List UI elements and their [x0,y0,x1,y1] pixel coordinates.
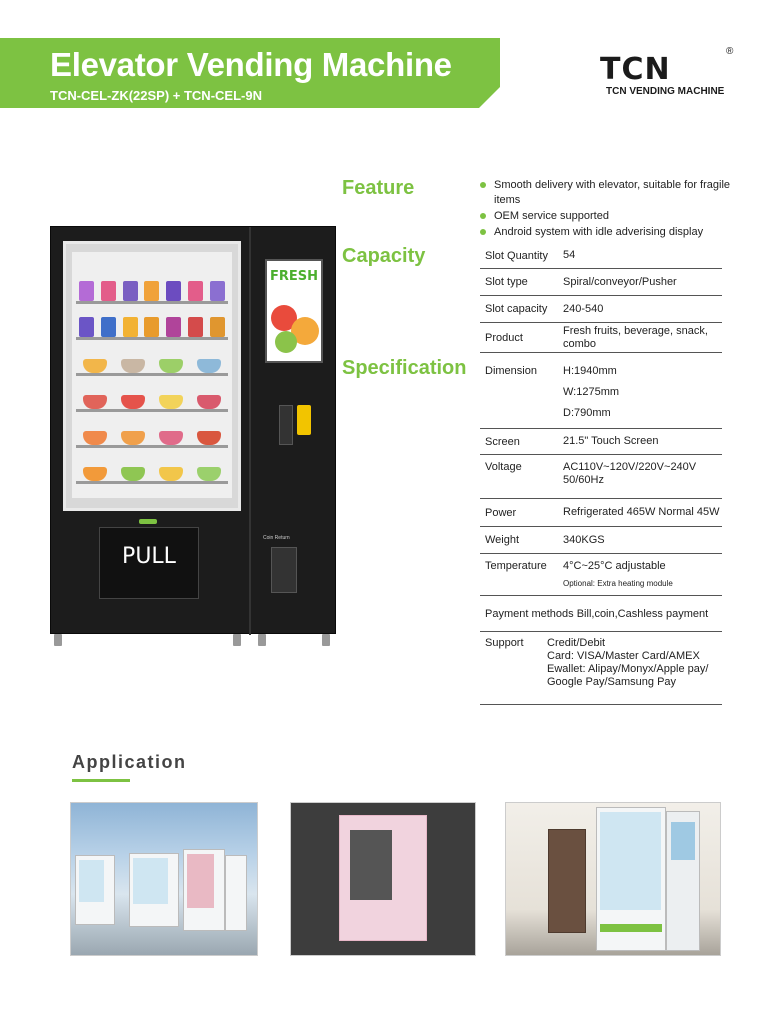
spec-row [480,243,722,269]
application-photo [505,802,721,956]
dimension-height: H:1940mm [563,365,617,377]
touch-screen [265,259,323,363]
machine-shape [225,855,247,931]
spec-value: Bill,coin,Cashless payment [576,607,709,620]
dimension-depth: D:790mm [563,407,611,419]
machine-shape [75,855,115,925]
machine-shape [129,853,179,927]
spec-row [480,596,722,632]
model-number: TCN-CEL-ZK(22SP) + TCN-CEL-9N [50,88,262,103]
spec-row [480,499,722,527]
spec-value: Spiral/conveyor/Pusher [563,275,677,288]
spec-key: Product [485,331,523,344]
spec-value: AC110V~120V/220V~240V 50/60Hz [563,461,697,486]
feature-item: OEM service supported [478,209,738,224]
machine-shape [548,829,586,933]
spec-row [480,269,722,296]
dimension-width: W:1275mm [563,386,620,398]
spec-value [563,560,722,595]
temperature-value: 4°C~25°C adjustable [563,560,666,572]
registered-mark: ® [726,46,734,57]
spec-row [480,353,722,429]
machine-shape [339,815,427,941]
spec-key: Support [485,637,524,649]
support-line: Card: VISA/Master Card/AMEX [547,650,700,662]
status-light [139,519,157,524]
control-panel [249,227,337,635]
pull-label: PULL [122,544,176,569]
coin-return-label: Coin Return [263,535,290,541]
spec-value: 21.5" Touch Screen [563,435,659,447]
screen-label: FRESH [269,269,318,284]
card-reader [297,405,311,435]
machine-shape [183,849,225,931]
glass-cabinet [63,241,241,511]
spec-value: 240-540 [563,302,604,315]
spec-key: Power [485,506,517,519]
spec-value [547,637,722,704]
spec-value: Fresh fruits, beverage, snack, combo [563,324,708,350]
spec-row [480,296,722,323]
machine-shape [596,807,666,951]
application-photo [70,802,258,956]
application-underline [72,779,130,782]
capacity-heading: Capacity [342,245,426,267]
temperature-note: Optional: Extra heating module [563,579,673,588]
application-photo [290,802,476,956]
support-line: Credit/Debit [547,637,606,649]
spec-key: Slot Quantity [485,249,548,262]
spec-key: Payment methods [485,607,574,620]
shelf [76,346,228,376]
spec-key: Screen [485,435,520,448]
spec-row [480,632,722,705]
spec-row [480,554,722,596]
spec-row [480,429,722,455]
shelf [76,310,228,340]
spec-value: 340KGS [563,533,605,546]
application-heading: Application [72,752,187,772]
spec-key: Slot capacity [485,303,548,315]
machine-foot [258,634,266,646]
cabinet-interior [72,252,232,498]
logo-subtitle: TCN VENDING MACHINE [606,86,725,97]
spec-key: Voltage [485,461,522,473]
spec-key: Weight [485,534,520,546]
coin-return-slot [271,547,297,593]
spec-row [480,527,722,554]
feature-item: Android system with idle adverising display [478,225,738,240]
spec-value: Refrigerated 465W Normal 45W [563,506,720,518]
spec-row [480,323,722,353]
spec-key: Dimension [485,365,537,377]
machine-foot [322,634,330,646]
feature-item: Smooth delivery with elevator, suitable for fragile items [478,178,738,208]
machine-foot [233,634,241,646]
specification-heading: Specification [342,357,467,379]
shelf [76,418,228,448]
spec-table [480,243,722,705]
shelf [76,382,228,412]
vending-machine-image [50,226,336,634]
pickup-door [99,527,199,599]
machine-shape [666,811,700,951]
tcn-logo [600,52,671,87]
page-title: Elevator Vending Machine [50,46,452,83]
spec-key: Temperature [485,560,547,572]
machine-foot [54,634,62,646]
shelf [76,454,228,484]
spec-value: 54 [563,249,576,261]
bill-acceptor [279,405,293,445]
support-line: Google Pay/Samsung Pay [547,676,677,688]
spec-row [480,455,722,499]
spec-value [563,361,722,428]
spec-key: Slot type [485,276,528,288]
logo-text: TCN [600,52,671,87]
feature-list [478,178,738,241]
shelf [76,274,228,304]
support-line: Ewallet: Alipay/Monyx/Apple pay/ [547,663,709,675]
feature-heading: Feature [342,177,415,199]
